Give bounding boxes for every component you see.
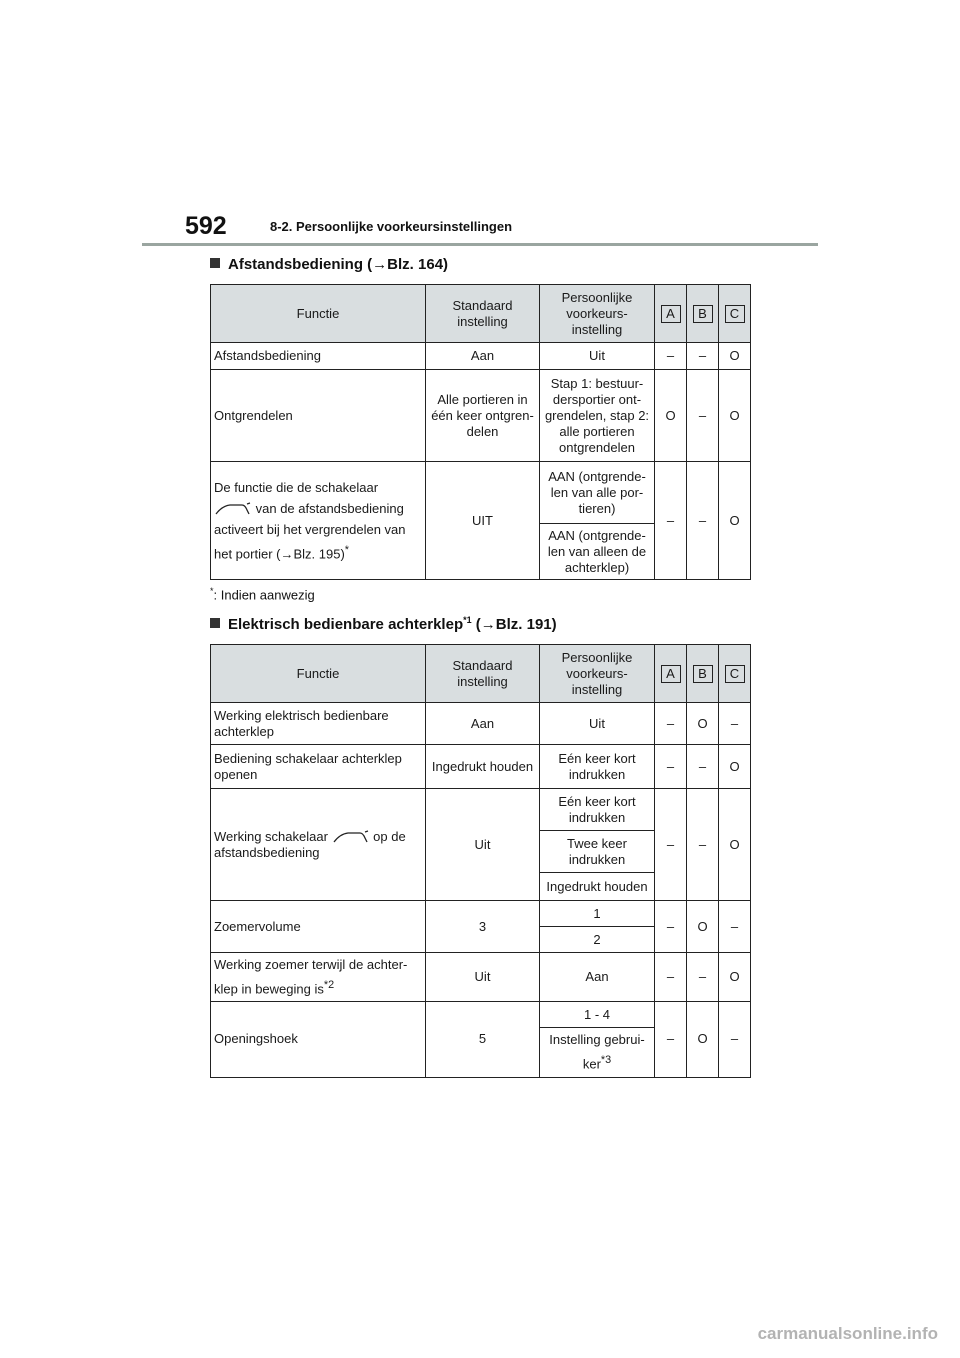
letter-a: A — [661, 665, 681, 683]
cell-c: O — [719, 745, 751, 789]
table-row — [211, 343, 751, 370]
col-c — [719, 645, 751, 703]
cell-c: – — [719, 1002, 751, 1077]
cell-function — [211, 462, 426, 580]
col-default: Standaard instelling — [426, 645, 540, 703]
letter-b: B — [693, 305, 713, 323]
cell-custom: 1 — [540, 901, 655, 927]
cell-custom: AAN (ontgrende-len van alle por-tieren) — [540, 462, 655, 524]
footnote-text: : Indien aanwezig — [213, 587, 315, 603]
cell-function — [211, 789, 426, 901]
cell-default: UIT — [426, 462, 540, 580]
cell-default: Ingedrukt houden — [426, 745, 540, 789]
cell-default: 5 — [426, 1002, 540, 1077]
cell-a: – — [655, 343, 687, 370]
cell-a: – — [655, 901, 687, 953]
cell-custom: 1 - 4 — [540, 1002, 655, 1028]
cell-custom: Uit — [540, 703, 655, 745]
cell-function: Openingshoek — [211, 1002, 426, 1077]
cell-b: O — [687, 1002, 719, 1077]
section-title: 8-2. Persoonlijke voorkeursinstellingen — [270, 219, 513, 234]
cell-custom: Aan — [540, 953, 655, 1002]
cell-function-text: Werking schakelaar — [214, 828, 328, 844]
cell-b: O — [687, 901, 719, 953]
letter-c: C — [725, 665, 745, 683]
heading-square-icon — [210, 618, 220, 628]
col-b — [687, 645, 719, 703]
cell-c: – — [719, 901, 751, 953]
cell-default: Uit — [426, 953, 540, 1002]
cell-function: Afstandsbediening — [211, 343, 426, 370]
cell-a: – — [655, 462, 687, 580]
col-a — [655, 645, 687, 703]
cell-function: Bediening schakelaar achterklep openen — [211, 745, 426, 789]
footnote-ref: *3 — [600, 1054, 612, 1067]
cell-a: – — [655, 789, 687, 901]
cell-default: Alle portieren in één keer ontgren-delen — [426, 370, 540, 462]
tailgate-heading-ref: (→Blz. 191) — [471, 616, 557, 633]
tailgate-switch-icon — [332, 830, 370, 844]
cell-function-text: op de afstandsbediening — [214, 828, 406, 860]
footnote-ref: * — [344, 543, 349, 556]
cell-default: Uit — [426, 789, 540, 901]
col-function: Functie — [211, 645, 426, 703]
col-function: Functie — [211, 285, 426, 343]
cell-a: – — [655, 703, 687, 745]
cell-a: O — [655, 370, 687, 462]
cell-default: 3 — [426, 901, 540, 953]
remote-settings-table — [210, 284, 751, 580]
footnote-mark: * — [210, 586, 214, 596]
col-a — [655, 285, 687, 343]
cell-custom: Ingedrukt houden — [540, 873, 655, 901]
cell-a: – — [655, 953, 687, 1002]
letter-c: C — [725, 305, 745, 323]
table-header-row — [211, 645, 751, 703]
tailgate-heading-text: Elektrisch bedienbare achterklep — [228, 616, 464, 633]
cell-function: Zoemervolume — [211, 901, 426, 953]
table-row — [211, 953, 751, 1002]
footnote-ref: *2 — [323, 979, 335, 991]
table-row — [211, 789, 751, 831]
cell-function-text: De functie die de schakelaar — [214, 479, 379, 495]
cell-default: Aan — [426, 703, 540, 745]
remote-heading — [210, 256, 448, 273]
cell-b: – — [687, 789, 719, 901]
cell-c: O — [719, 953, 751, 1002]
col-custom: Persoonlijke voorkeurs-instelling — [540, 645, 655, 703]
cell-c: O — [719, 462, 751, 580]
cell-c: O — [719, 343, 751, 370]
table-header-row — [211, 285, 751, 343]
cell-b: – — [687, 343, 719, 370]
cell-custom-text: Instelling gebrui-ker — [549, 1032, 645, 1072]
page-number: 592 — [185, 212, 227, 240]
footnote — [210, 586, 315, 602]
cell-custom: Uit — [540, 343, 655, 370]
tailgate-switch-icon — [214, 502, 252, 516]
cell-b: O — [687, 703, 719, 745]
cell-b: – — [687, 953, 719, 1002]
cell-c: – — [719, 703, 751, 745]
heading-square-icon — [210, 258, 220, 268]
cell-function-text: Werking zoemer terwijl de achter-klep in beweging is — [214, 957, 408, 997]
cell-default: Aan — [426, 343, 540, 370]
tailgate-heading — [210, 615, 557, 633]
cell-function: Werking elektrisch bedienbare achterklep — [211, 703, 426, 745]
footnote-ref: *1 — [463, 615, 472, 625]
table-row — [211, 901, 751, 927]
col-custom: Persoonlijke voorkeurs-instelling — [540, 285, 655, 343]
cell-a: – — [655, 1002, 687, 1077]
cell-b: – — [687, 462, 719, 580]
cell-b: – — [687, 745, 719, 789]
cell-function: Ontgrendelen — [211, 370, 426, 462]
col-c — [719, 285, 751, 343]
table-row — [211, 703, 751, 745]
cell-a: – — [655, 745, 687, 789]
table-row — [211, 462, 751, 524]
cell-custom: Eén keer kort indrukken — [540, 745, 655, 789]
table-row — [211, 370, 751, 462]
cell-custom: 2 — [540, 927, 655, 953]
cell-custom: AAN (ontgrende-len van alleen de achterklep) — [540, 524, 655, 580]
cell-custom: Twee keer indrukken — [540, 831, 655, 873]
cell-b: – — [687, 370, 719, 462]
cell-function-text: van de afstandsbediening activeert bij het vergrendelen van het portier (→Blz. 195) — [214, 500, 406, 562]
header-rule — [142, 243, 818, 246]
tailgate-settings-table — [210, 644, 751, 1078]
cell-custom: Eén keer kort indrukken — [540, 789, 655, 831]
remote-heading-text: Afstandsbediening (→Blz. 164) — [228, 256, 449, 273]
letter-a: A — [661, 305, 681, 323]
cell-c: O — [719, 789, 751, 901]
cell-custom: Stap 1: bestuur-dersportier ont-grendelen, stap 2: alle portieren ontgrendelen — [540, 370, 655, 462]
watermark: carmanualsonline.info — [757, 1324, 938, 1343]
letter-b: B — [693, 665, 713, 683]
cell-custom — [540, 1028, 655, 1077]
cell-function — [211, 953, 426, 1002]
col-b — [687, 285, 719, 343]
table-row — [211, 745, 751, 789]
table-row — [211, 1002, 751, 1028]
cell-c: O — [719, 370, 751, 462]
col-default: Standaard instelling — [426, 285, 540, 343]
